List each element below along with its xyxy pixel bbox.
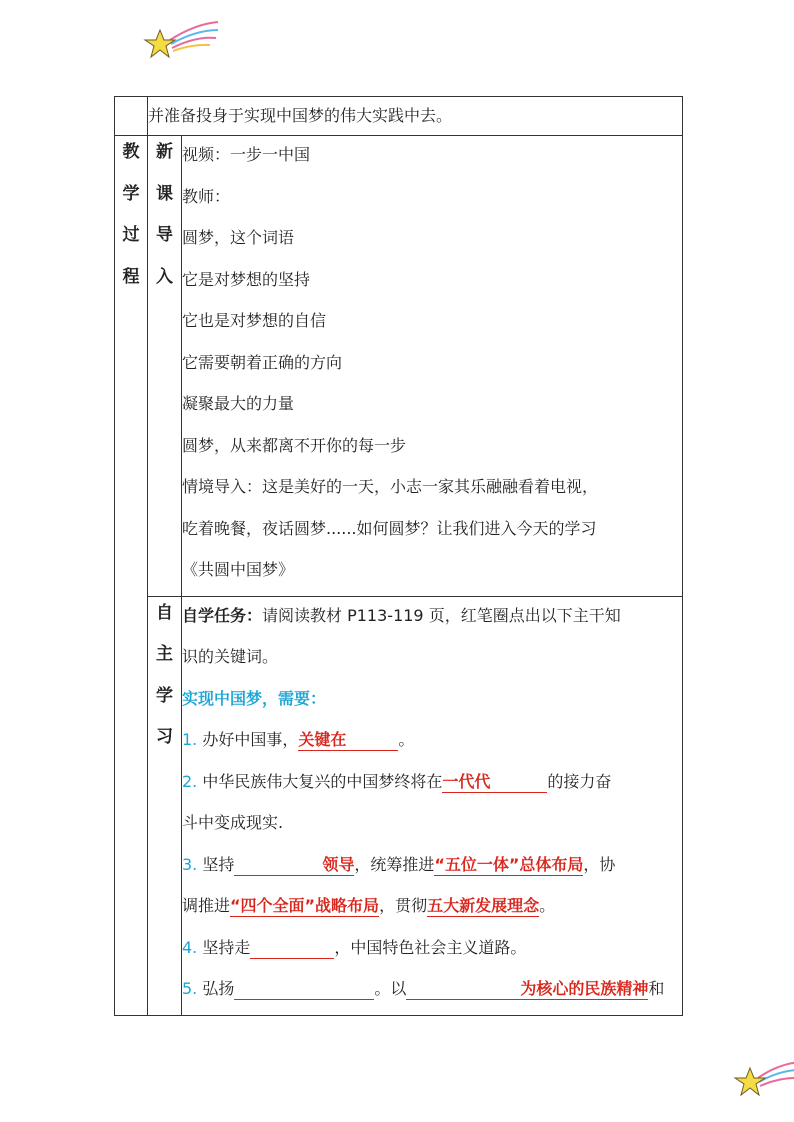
- answer-blank: 五大新发展理念: [427, 896, 540, 915]
- intro-line: 它也是对梦想的自信: [182, 311, 327, 330]
- section-label-intro: 新 课 导 入: [148, 136, 182, 597]
- intro-row: [115, 136, 683, 597]
- task-text: 请阅读教材 P113-119 页，红笔圈点出以下主干知: [262, 605, 621, 625]
- answer-blank: [250, 938, 334, 959]
- task-label: 自学任务：: [182, 605, 263, 625]
- intro-line: 教师：: [182, 186, 231, 206]
- intro-line: 视频：一步一中国: [182, 145, 311, 164]
- study-item-2: 2. 中华民族伟大复兴的中国梦终将在一代代 的接力奋: [182, 771, 612, 791]
- answer-blank: 领导: [234, 855, 354, 876]
- intro-line: 吃着晚餐，夜话圆梦......如何圆梦？让我们进入今天的学习: [182, 518, 597, 538]
- shooting-star-icon: [140, 18, 220, 60]
- study-item-3-cont: 调推进“四个全面”战略布局，贯彻五大新发展理念。: [182, 896, 556, 915]
- continuation-cell: [148, 97, 683, 136]
- study-item-4: 4. 坚持走 ，中国特色社会主义道路。: [182, 937, 527, 957]
- continuation-row: [115, 97, 683, 136]
- intro-line: 凝聚最大的力量: [182, 394, 295, 413]
- task-line: 识的关键词。: [182, 647, 279, 666]
- answer-blank: 一代代: [442, 772, 547, 793]
- study-item-1: 1. 办好中国事，关键在 。: [182, 730, 415, 749]
- empty-cell: [115, 97, 148, 136]
- study-item-5: 5. 弘扬 。以 为核心的民族精神和: [182, 979, 665, 998]
- intro-line: 它是对梦想的坚持: [182, 269, 311, 289]
- section-label-teaching-process: 教 学 过 程: [115, 136, 148, 1016]
- intro-line: 《共圆中国梦》: [182, 560, 295, 579]
- intro-line: 圆梦，从来都离不开你的每一步: [182, 435, 407, 455]
- continuation-text: 并准备投身于实现中国梦的伟大实践中去。: [148, 106, 453, 125]
- study-heading: 实现中国梦，需要：: [182, 688, 327, 708]
- self-study-row: [115, 596, 683, 1015]
- intro-content: [182, 136, 683, 597]
- study-item-3: 3. 坚持 领导，统筹推进“五位一体”总体布局，协: [182, 854, 616, 874]
- self-study-content: [182, 596, 683, 1015]
- shooting-star-icon: [730, 1052, 794, 1097]
- intro-line: 圆梦，这个词语: [182, 228, 295, 247]
- answer-blank: [234, 979, 374, 1000]
- answer-blank: “五位一体”总体布局: [434, 854, 584, 874]
- answer-blank: 关键在: [298, 730, 398, 751]
- lesson-plan-table: [114, 96, 683, 1016]
- intro-line: 情境导入：这是美好的一天，小志一家其乐融融看着电视，: [182, 477, 599, 496]
- intro-line: 它需要朝着正确的方向: [182, 352, 343, 372]
- answer-blank: “四个全面”战略布局: [230, 896, 380, 915]
- section-label-self-study: 自 主 学 习: [148, 596, 182, 1015]
- study-item-2-cont: 斗中变成现实.: [182, 813, 284, 832]
- answer-blank: 为核心的民族精神: [406, 979, 648, 1000]
- task-line: [182, 600, 682, 642]
